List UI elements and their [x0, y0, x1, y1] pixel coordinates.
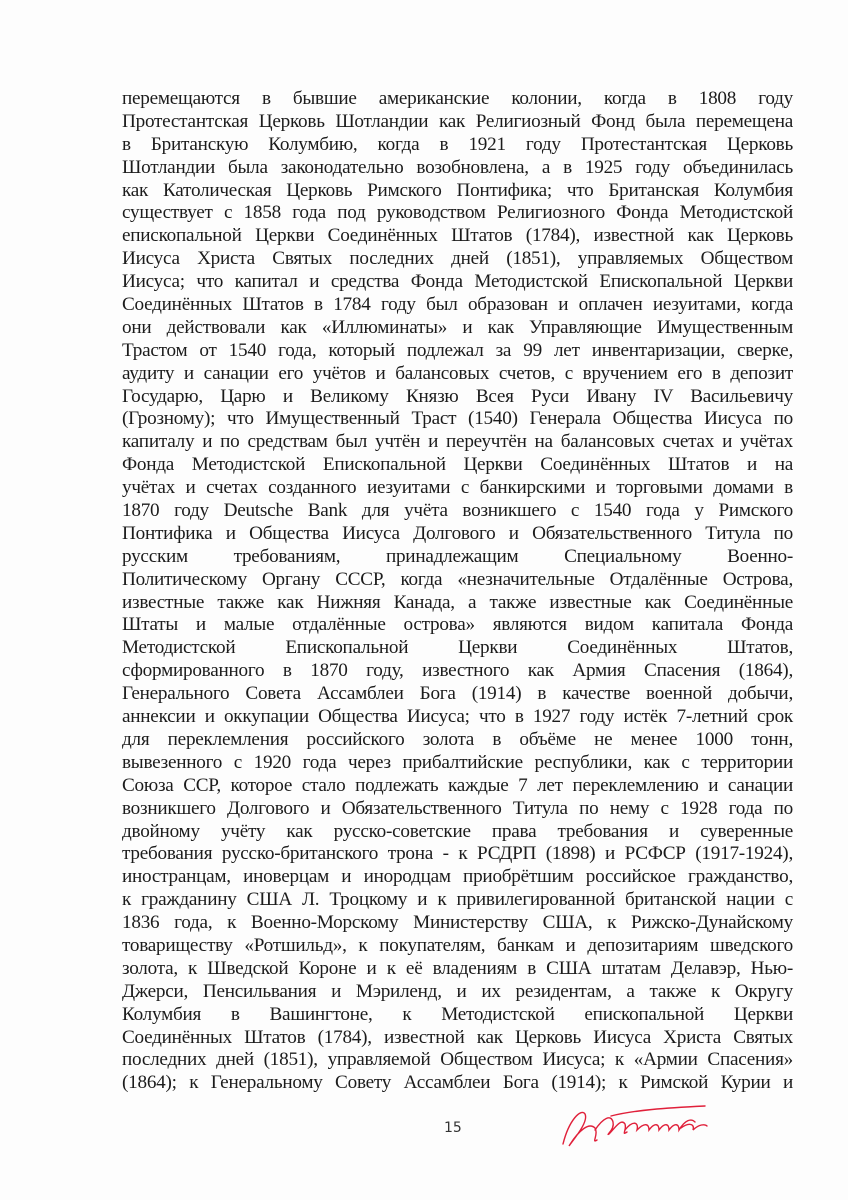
text-line: сформированного в 1870 году, известного как Армия Спасения (1864),	[122, 660, 793, 682]
text-line: 1836 года, к Военно-Морскому Министерству США, к Рижско-Дунайскому	[122, 912, 793, 934]
text-line: Фонда Методистской Епископальной Церкви Соединённых Штатов и на	[122, 454, 793, 476]
page-number: 15	[444, 1120, 462, 1136]
text-line: Методистской Епископальной Церкви Соединённых Штатов,	[122, 637, 793, 659]
text-line: (Грозному); что Имущественный Траст (1540) Генерала Общества Иисуса по	[122, 408, 793, 430]
text-line: Джерси, Пенсильвания и Мэриленд, и их резидентам, а также к Округу	[122, 980, 793, 1002]
text-line: Протестантская Церковь Шотландии как Религиозный Фонд была перемещена	[122, 110, 793, 132]
text-line: Политическому Органу СССР, когда «незначительные Отдалённые Острова,	[122, 568, 793, 590]
text-line: последних дней (1851), управляемой Обществом Иисуса; к «Армии Спасения»	[122, 1049, 793, 1071]
text-line: к гражданину США Л. Троцкому и к привилегированной британской нации с	[122, 889, 793, 911]
text-line: Трастом от 1540 года, который подлежал за 99 лет инвентаризации, сверке,	[122, 339, 793, 361]
text-line: Шотландии была законодательно возобновлена, а в 1925 году объединилась	[122, 156, 793, 178]
text-line: Штаты и малые отдалённые острова» являются видом капитала Фонда	[122, 614, 793, 636]
text-line: аннексии и оккупации Общества Иисуса; что в 1927 году истёк 7-летний срок	[122, 706, 793, 728]
text-line: в Британскую Колумбию, когда в 1921 году Протестантская Церковь	[122, 133, 793, 155]
text-line: (1864); к Генеральному Совету Ассамблеи Бога (1914); к Римской Курии и	[122, 1072, 793, 1094]
text-line: Иисуса Христа Святых последних дней (1851), управляемых Обществом	[122, 248, 793, 270]
text-line: 1870 году Deutsche Bank для учёта возникшего с 1540 года у Римского	[122, 500, 793, 522]
text-line: золота, к Шведской Короне и к её владениям в США штатам Делавэр, Нью-	[122, 957, 793, 979]
text-line: учётах и счетах созданного иезуитами с банкирскими и торговыми домами в	[122, 477, 793, 499]
text-line: Иисуса; что капитал и средства Фонда Методистской Епископальной Церкви	[122, 271, 793, 293]
text-line: русским требованиям, принадлежащим Специальному Военно-	[122, 545, 793, 567]
text-line: Колумбия в Вашингтоне, к Методистской епископальной Церкви	[122, 1003, 793, 1025]
body-text	[122, 88, 793, 1095]
text-line: для переклемления российского золота в объёме не менее 1000 тонн,	[122, 728, 793, 750]
text-line: иностранцам, иноверцам и инородцам приобрётшим российское гражданство,	[122, 866, 793, 888]
text-line: двойному учёту как русско-советские права требования и суверенные	[122, 820, 793, 842]
text-line: капиталу и по средствам был учтён и переучтён на балансовых счетах и учётах	[122, 431, 793, 453]
text-line: Понтифика и Общества Иисуса Долгового и Обязательственного Титула по	[122, 522, 793, 544]
text-line: известные также как Нижняя Канада, а также известные как Соединённые	[122, 591, 793, 613]
text-line: Союза ССР, которое стало подлежать каждые 7 лет переклемлению и санации	[122, 774, 793, 796]
text-line: существует с 1858 года под руководством Религиозного Фонда Методистской	[122, 202, 793, 224]
text-line: перемещаются в бывшие американские колонии, когда в 1808 году	[122, 88, 793, 109]
text-line: Генерального Совета Ассамблеи Бога (1914) в качестве военной добычи,	[122, 683, 793, 705]
text-line: аудиту и санации его учётов и балансовых счетов, с вручением его в депозит	[122, 362, 793, 384]
text-line: вывезенного с 1920 года через прибалтийские республики, как с территории	[122, 751, 793, 773]
text-line: требования русско-британского трона - к РСДРП (1898) и РСФСР (1917-1924),	[122, 843, 793, 865]
text-line: как Католическая Церковь Римского Понтифика; что Британская Колумбия	[122, 179, 793, 201]
text-line: Соединённых Штатов в 1784 году был образован и оплачен иезуитами, когда	[122, 294, 793, 316]
text-line: Соединённых Штатов (1784), известной как Церковь Иисуса Христа Святых	[122, 1026, 793, 1048]
text-line: Государю, Царю и Великому Князю Всея Руси Ивану IV Васильевичу	[122, 385, 793, 407]
text-line: возникшего Долгового и Обязательственного Титула по нему с 1928 года по	[122, 797, 793, 819]
text-line: они действовали как «Иллюминаты» и как Управляющие Имущественным	[122, 316, 793, 338]
text-line: товариществу «Ротшильд», к покупателям, банкам и депозитариям шведского	[122, 934, 793, 956]
handwritten-signature	[555, 1100, 715, 1156]
text-line: епископальной Церкви Соединённых Штатов (1784), известной как Церковь	[122, 225, 793, 247]
